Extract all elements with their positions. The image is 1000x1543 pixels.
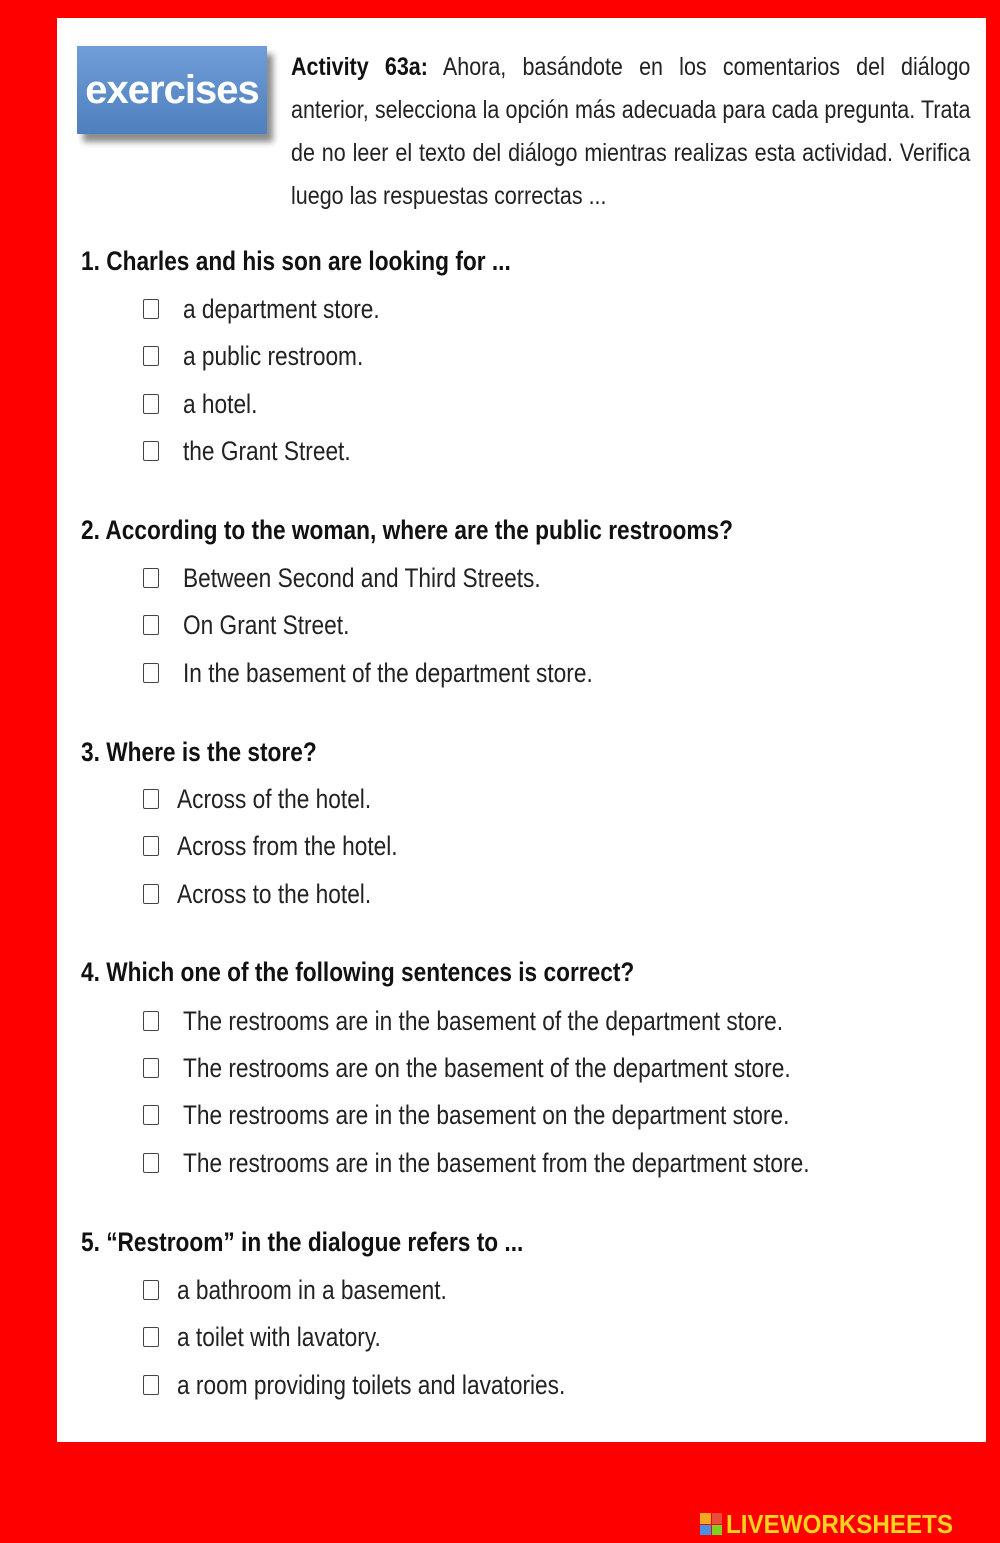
badge-label: exercises [85, 67, 259, 112]
option-label: The restrooms are in the basement from the department store. [183, 1147, 810, 1178]
checkbox[interactable] [143, 299, 159, 319]
option-3a[interactable] [143, 784, 408, 814]
activity-text: Ahora, basándote en los comentarios del diálogo anterior, selecciona la opción más adecuada para cada pregunta. Trata de no leer el texto del diálogo mientras realizas esta actividad. Verifica luego las respuestas correctas ... [291, 53, 971, 210]
option-1a[interactable] [143, 294, 417, 324]
option-1b[interactable] [143, 341, 398, 371]
checkbox[interactable] [143, 789, 159, 809]
option-5a[interactable] [143, 1275, 498, 1305]
exercises-badge [77, 46, 267, 134]
logo-text: LIVEWORKSHEETS [726, 1508, 954, 1539]
option-1c[interactable] [143, 389, 272, 419]
checkbox[interactable] [143, 1011, 159, 1031]
option-label: The restrooms are in the basement on the department store. [183, 1099, 790, 1130]
option-5c[interactable] [143, 1370, 639, 1400]
checkbox[interactable] [143, 663, 159, 683]
option-5b[interactable] [143, 1322, 420, 1352]
activity-instructions [291, 46, 970, 218]
option-3b[interactable] [143, 831, 440, 861]
checkbox[interactable] [143, 346, 159, 366]
option-4d[interactable] [143, 1148, 929, 1178]
option-label: In the basement of the department store. [183, 657, 593, 688]
checkbox[interactable] [143, 615, 159, 635]
option-label: a hotel. [183, 388, 258, 419]
checkbox[interactable] [143, 836, 159, 856]
option-2a[interactable] [143, 563, 609, 593]
option-label: Across of the hotel. [177, 783, 372, 814]
question-1: 1. Charles and his son are looking for ... [81, 246, 511, 276]
checkbox[interactable] [143, 884, 159, 904]
option-label: a public restroom. [183, 340, 364, 371]
option-label: a bathroom in a basement. [177, 1274, 447, 1305]
checkbox[interactable] [143, 568, 159, 588]
option-4a[interactable] [143, 1006, 897, 1036]
option-label: Between Second and Third Streets. [183, 562, 541, 593]
option-label: Across to the hotel. [177, 878, 372, 909]
logo-grid-icon [700, 1513, 722, 1535]
question-3: 3. Where is the store? [81, 737, 317, 767]
option-4c[interactable] [143, 1100, 905, 1130]
worksheet-page [57, 18, 986, 1442]
option-label: a department store. [183, 293, 380, 324]
liveworksheets-logo [700, 1509, 970, 1539]
option-4b[interactable] [143, 1053, 906, 1083]
activity-title: Activity 63a: [291, 53, 428, 81]
checkbox[interactable] [143, 1105, 159, 1125]
option-label: On Grant Street. [183, 609, 350, 640]
option-label: the Grant Street. [183, 435, 351, 466]
checkbox[interactable] [143, 1327, 159, 1347]
option-label: a room providing toilets and lavatories. [177, 1369, 566, 1400]
option-3c[interactable] [143, 879, 408, 909]
option-2c[interactable] [143, 658, 671, 688]
question-2: 2. According to the woman, where are the public restrooms? [81, 515, 733, 545]
checkbox[interactable] [143, 1058, 159, 1078]
checkbox[interactable] [143, 1280, 159, 1300]
checkbox[interactable] [143, 1153, 159, 1173]
checkbox[interactable] [143, 441, 159, 461]
option-label: Across from the hotel. [177, 830, 398, 861]
option-2b[interactable] [143, 610, 381, 640]
option-label: a toilet with lavatory. [177, 1321, 381, 1352]
question-5: 5. “Restroom” in the dialogue refers to ... [81, 1227, 524, 1257]
question-4: 4. Which one of the following sentences is correct? [81, 957, 635, 987]
checkbox[interactable] [143, 394, 159, 414]
option-label: The restrooms are on the basement of the department store. [183, 1052, 791, 1083]
option-1d[interactable] [143, 436, 383, 466]
checkbox[interactable] [143, 1375, 159, 1395]
option-label: The restrooms are in the basement of the department store. [183, 1005, 784, 1036]
